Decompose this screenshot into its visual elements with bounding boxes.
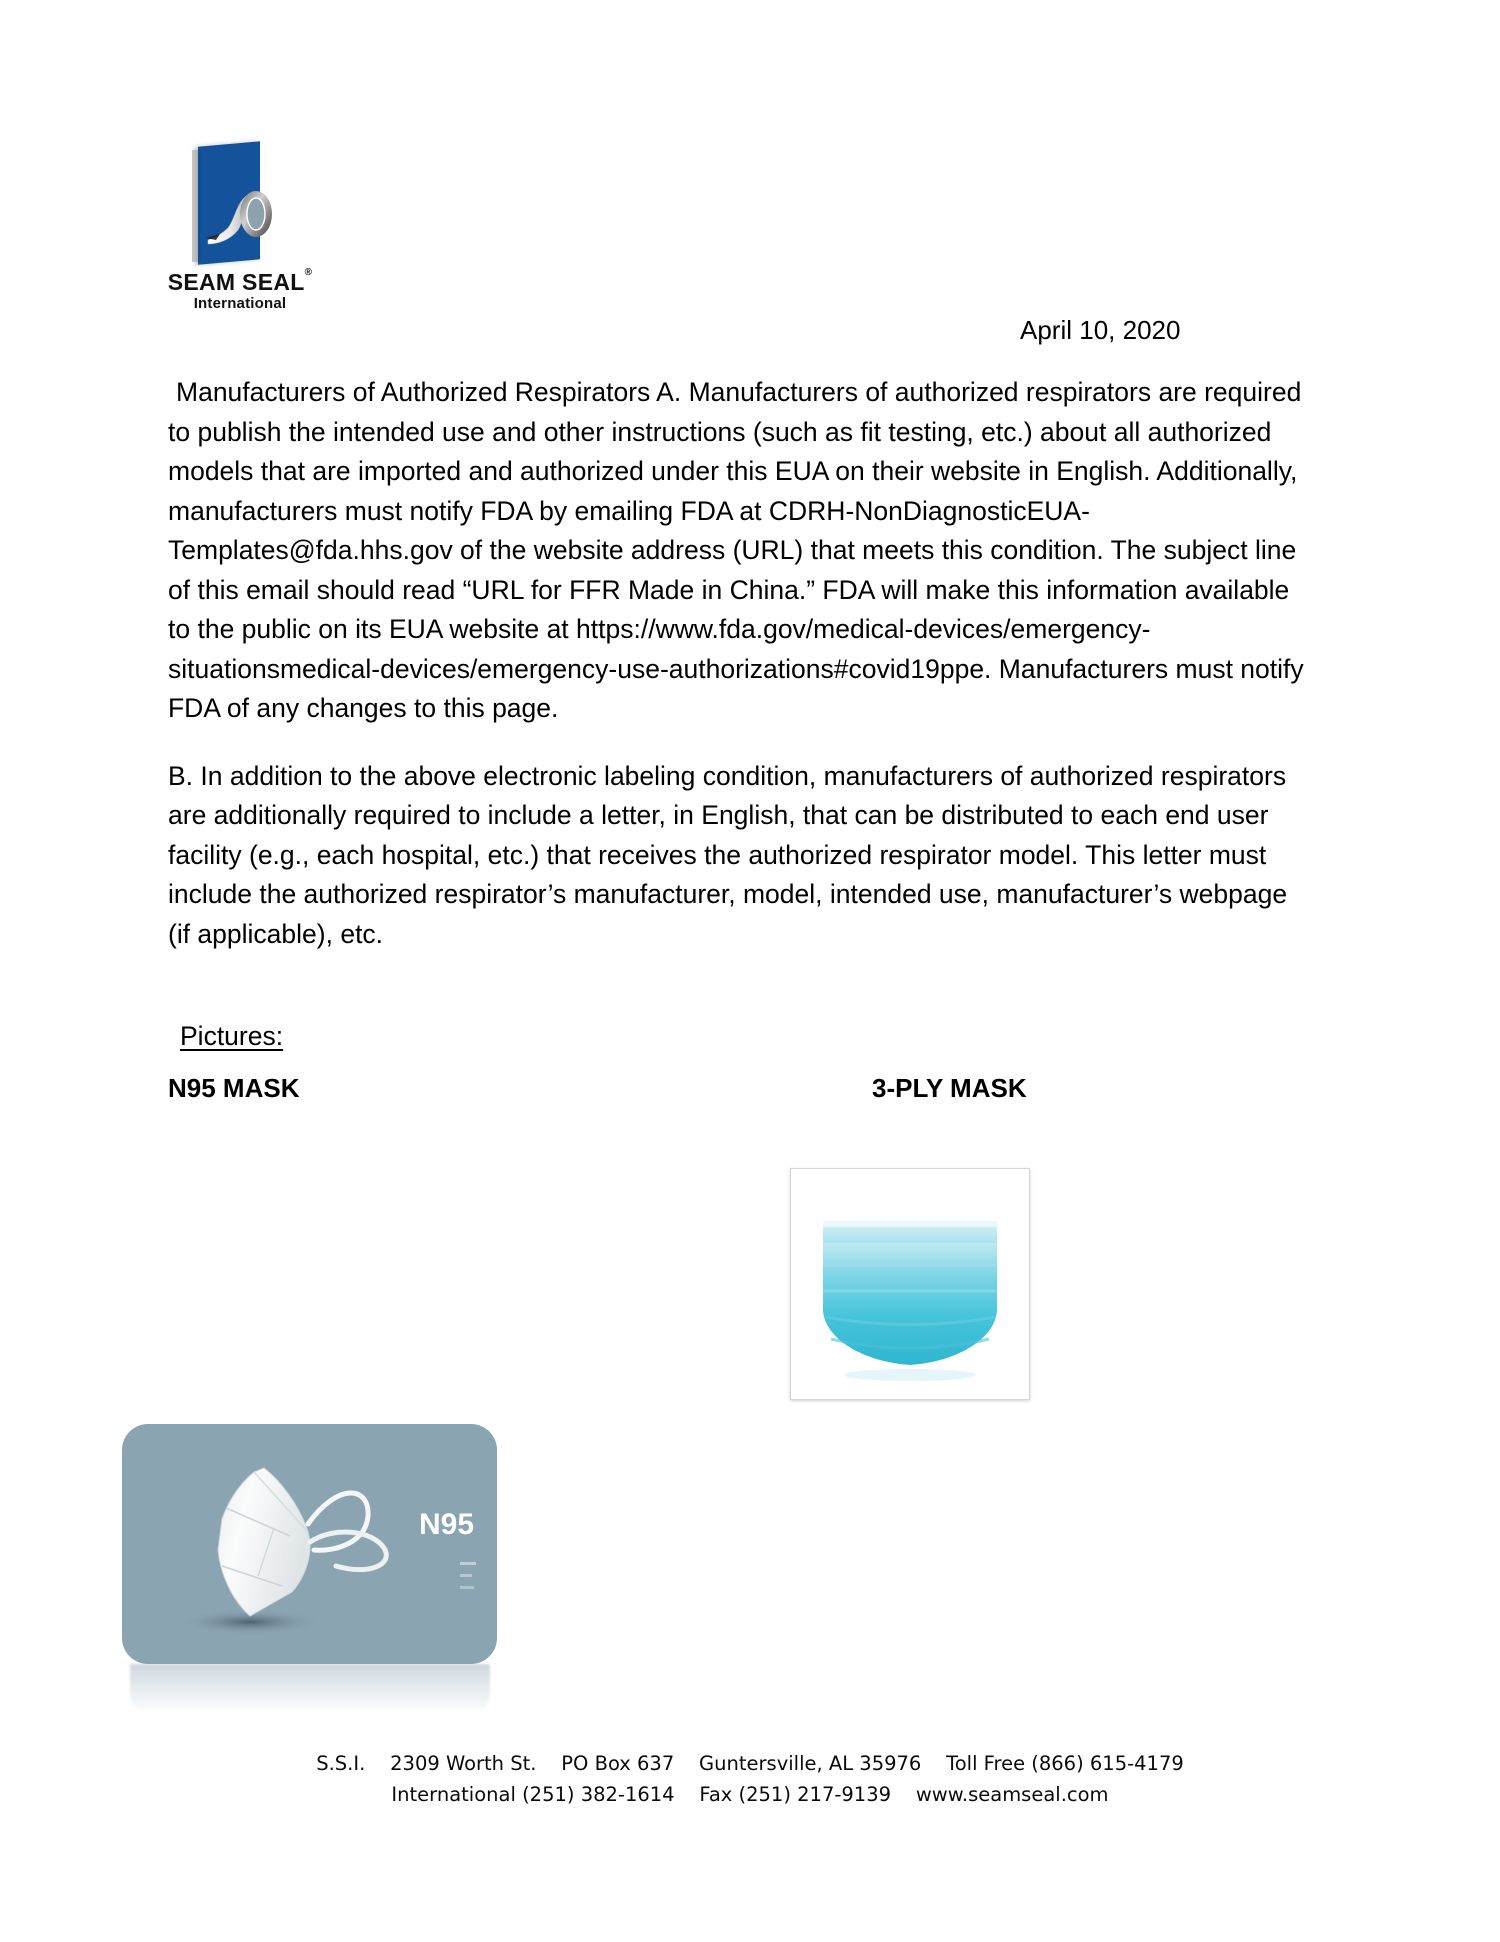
seam-seal-logo-icon bbox=[182, 138, 292, 263]
footer-gap bbox=[921, 1752, 946, 1775]
footer-gap bbox=[674, 1752, 699, 1775]
company-logo bbox=[160, 138, 340, 328]
footer-website[interactable]: www.seamseal.com bbox=[915, 1783, 1109, 1806]
3ply-mask-heading: 3-PLY MASK bbox=[872, 1073, 1027, 1103]
svg-text:N95: N95 bbox=[419, 1508, 475, 1541]
footer-toll-free: Toll Free (866) 615-4179 bbox=[946, 1752, 1184, 1775]
logo-company-name-text: SEAM SEAL bbox=[167, 269, 305, 295]
footer-fax: Fax (251) 217-9139 bbox=[699, 1783, 892, 1806]
n95-mask-heading: N95 MASK bbox=[168, 1073, 300, 1103]
footer-international-phone: International (251) 382-1614 bbox=[391, 1783, 675, 1806]
footer-gap bbox=[536, 1752, 561, 1775]
logo-tape-roll-icon bbox=[206, 182, 280, 246]
n95-photo-reflection bbox=[130, 1664, 490, 1714]
letter-body bbox=[168, 373, 1306, 982]
paragraph-a: Manufacturers of Authorized Respirators A. Manufacturers of authorized respirators are required to publish the intended use and other instructions (such as fit testing, etc.) about all authorized models that are imported and authorized under this EUA on their website in English. Additionally, manufacturers must notify FDA by emailing FDA at CDRH-NonDiagnosticEUA-Templates@fda.hhs.gov of the website address (URL) that meets this condition. The subject line of this email should read “URL for FFR Made in China.” FDA will make this information available to the public on its EUA website at https://www.fda.gov/medical-devices/emergency-situationsmedical-devices/emergency-use-authorizations#covid19ppe. Manufacturers must notify FDA of any changes to this page. bbox=[168, 377, 1304, 723]
logo-flag-shadow bbox=[192, 150, 202, 262]
document-date: April 10, 2020 bbox=[1020, 315, 1181, 345]
footer-company: S.S.I. bbox=[316, 1752, 366, 1775]
n95-mask-illustration bbox=[122, 1424, 497, 1664]
n95-mask-photo bbox=[122, 1424, 497, 1664]
footer-gap bbox=[891, 1783, 916, 1806]
footer-street: 2309 Worth St. bbox=[390, 1752, 537, 1775]
registered-trademark-icon: ® bbox=[304, 267, 313, 278]
logo-company-name bbox=[168, 269, 313, 296]
footer-gap bbox=[675, 1783, 700, 1806]
paragraph-b: B. In addition to the above electronic labeling condition, manufacturers of authorized respirators are additionally required to include a letter, in English, that can be distributed to each end user facility (e.g., each hospital, etc.) that receives the authorized respirator model. This letter must include the authorized respirator’s manufacturer, model, intended use, manufacturer’s webpage (if applicable), etc. bbox=[168, 760, 1288, 949]
footer-line-2 bbox=[0, 1779, 1500, 1810]
footer-gap bbox=[365, 1752, 390, 1775]
logo-subtitle: International bbox=[193, 295, 287, 312]
footer-city-state-zip: Guntersville, AL 35976 bbox=[699, 1752, 922, 1775]
3ply-mask-photo bbox=[790, 1168, 1030, 1400]
page-footer bbox=[0, 1748, 1500, 1810]
logo-wordmark bbox=[160, 269, 320, 312]
pictures-section-label: Pictures: bbox=[180, 1021, 284, 1051]
3ply-mask-illustration bbox=[791, 1169, 1029, 1399]
footer-pobox: PO Box 637 bbox=[561, 1752, 675, 1775]
footer-line-1 bbox=[0, 1748, 1500, 1779]
